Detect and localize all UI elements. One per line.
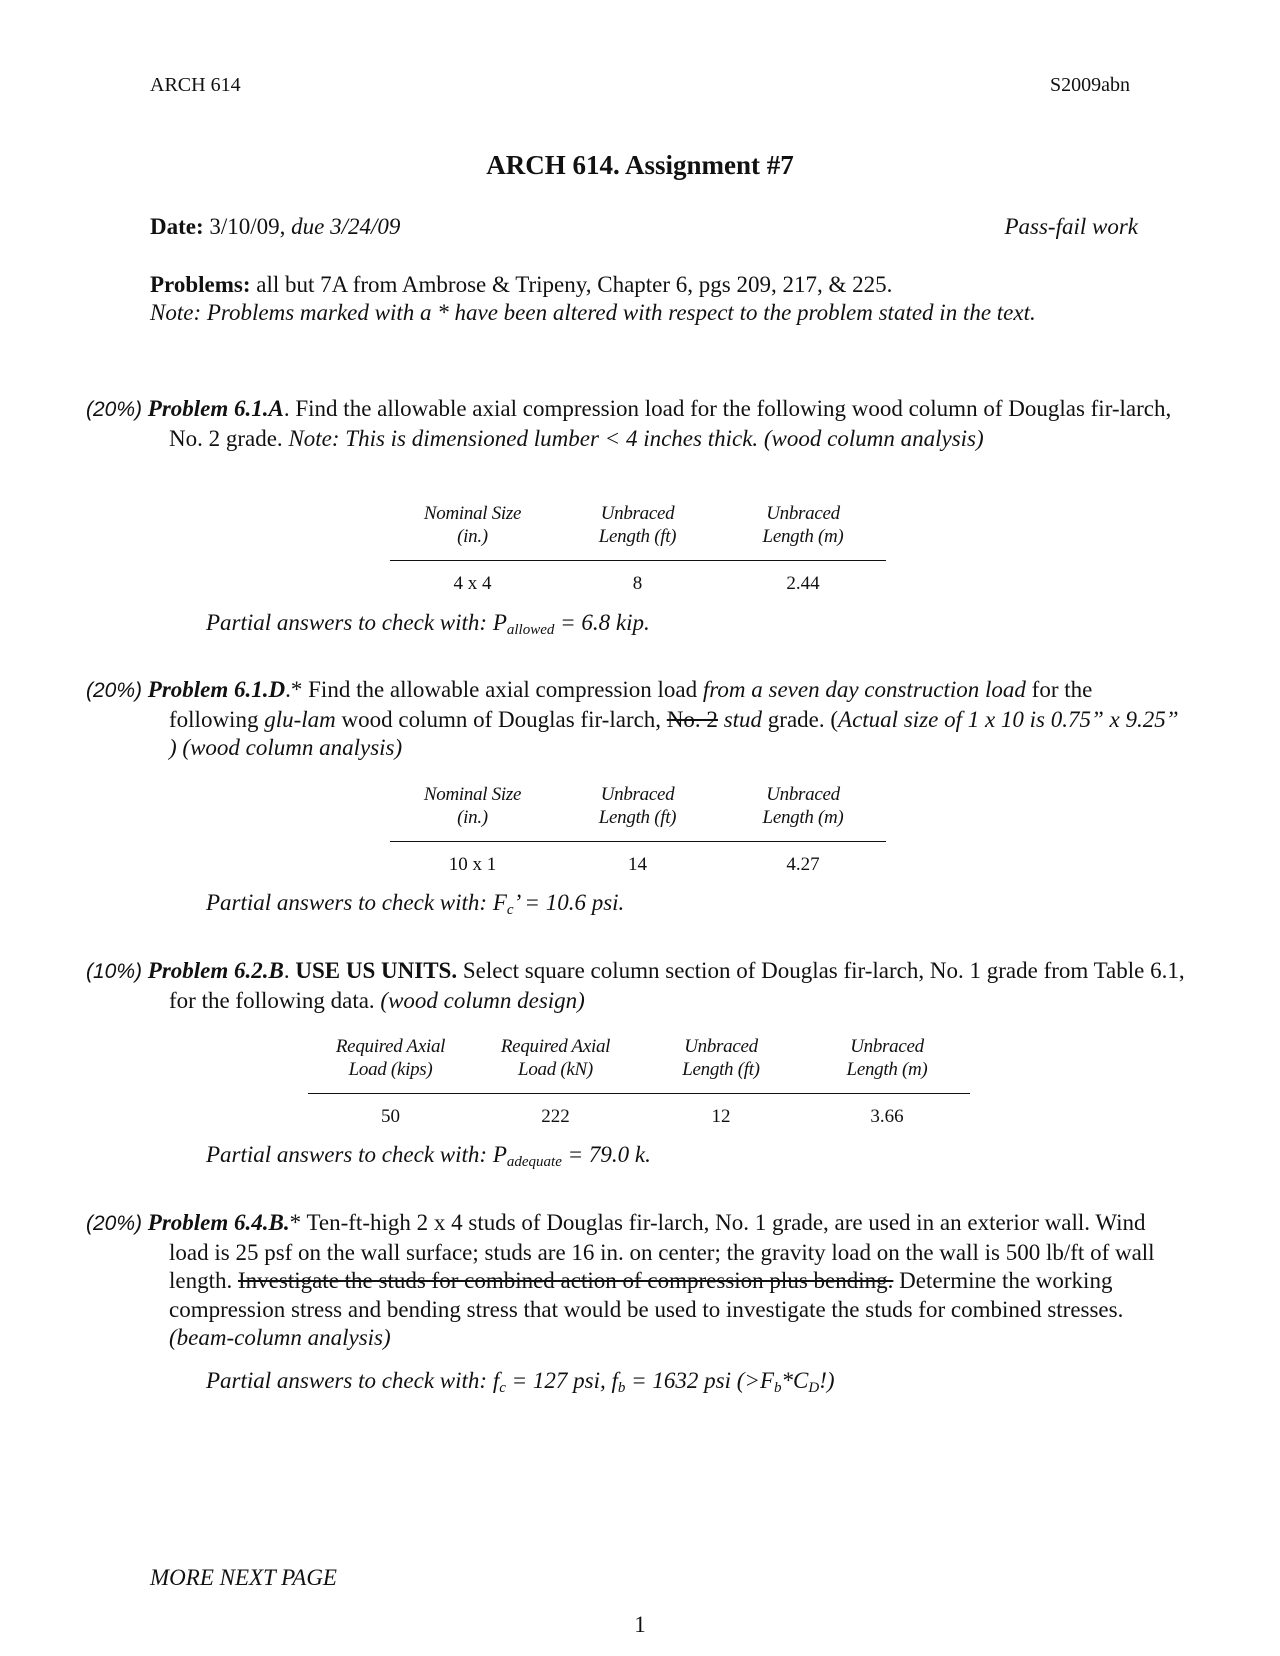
problem-6-1-d-table [390,783,886,877]
page-number: 1 [634,1612,646,1637]
table-row [390,561,886,597]
problem-weight: (10%) [86,960,143,983]
table-row [308,1094,970,1130]
problems-label: Problems: [150,272,251,297]
partial-answer: Partial answers to check with: $f_c = 127$ psi, $f_b = 1632$ psi $(>F_b*C_D!)$ [206,1368,835,1396]
problem-name: Problem 6.4.B. [147,1210,290,1235]
header-code: S2009abn [1050,74,1130,96]
note-line: Note: Problems marked with a * have been altered with respect to the problem stated in the text. [150,300,1036,325]
more-next-page: MORE NEXT PAGE [150,1565,337,1590]
problem-weight: (20%) [86,398,143,421]
problem-6-1-a-table [390,502,886,596]
table-cell: 222 [541,1106,570,1127]
table-cell: 12 [711,1106,731,1127]
table-cell: 14 [628,854,647,875]
due-date: due 3/24/09 [291,214,401,239]
problem-name: Problem 6.1.A [147,396,284,421]
page-title: ARCH 614. Assignment #7 [486,150,794,180]
problem-6-1-d: (20%) Problem 6.1.D.* Find the allowable axial compression load from a seven day construction load for the following glu-lam wood column of Douglas fir-larch, No. 2 stud grade. (Actual size of 1 x 10 is 0.75” x 9.25” ) (wood column analysis) [86,677,1179,760]
problem-6-2-b: (10%) Problem 6.2.B. USE US UNITS. Select square column section of Douglas fir-larch, No. 1 grade from Table 6.1, for the following data. (wood column design) [86,958,1185,1013]
struck-text: Investigate the studs for combined action of compression plus bending. [238,1268,894,1293]
table-cell: 10 x 1 [448,854,497,875]
table-row [390,842,886,878]
problem-weight: (20%) [86,679,143,702]
problems-line [150,270,892,299]
col-header: Nominal Size (in.) [423,784,522,828]
date-label: Date: [150,214,204,239]
col-header: Required Axial Load (kips) [335,1036,446,1080]
col-header: Unbraced Length (ft) [598,784,677,828]
col-header: Unbraced Length (m) [762,503,844,547]
table-cell: 4 x 4 [453,573,492,594]
problem-name: Problem 6.1.D [147,677,286,702]
date-value: 3/10/09, [209,214,286,239]
problem-6-4-b: (20%) Problem 6.4.B.* Ten-ft-high 2 x 4 studs of Douglas fir-larch, No. 1 grade, are used in an exterior wall. Wind load is 25 psf on the wall surface; studs are 16 in. on center; the gravity load on the wall is 500 lb/ft of wall length. Investigate the studs for combined action of compression plus bending. Determine the working compression stress and bending stress that would be used to investigate the studs for combined stresses. (beam-column analysis) [86,1210,1155,1350]
header-course: ARCH 614 [150,74,241,96]
problems-text: all but 7A from Ambrose & Tripeny, Chapter 6, pgs 209, 217, & 225. [256,272,893,297]
problem-text: . Find the allowable axial compression load for the following wood column of Douglas fir-larch, No. 2 grade. [169,396,1172,451]
problem-name: Problem 6.2.B [147,958,284,983]
us-units-emphasis: USE US UNITS. [295,958,458,983]
partial-answer: Partial answers to check with: $F_c$’ = 10.6 psi. [206,890,625,918]
table-header-row [308,1035,970,1094]
table-header-row [390,783,886,842]
table-cell: 50 [381,1106,400,1127]
col-header: Unbraced Length (ft) [598,503,677,547]
struck-text: No. 2 [666,706,718,732]
problem-6-1-a [86,395,1186,453]
table-header-row [390,502,886,561]
col-header: Unbraced Length (m) [762,784,844,828]
problem-6-2-b-table [308,1035,970,1129]
problem-note: Note: This is dimensioned lumber < 4 inches thick. (wood column analysis) [288,425,984,451]
col-header: Nominal Size (in.) [423,503,522,547]
col-header: Required Axial Load (kN) [500,1036,611,1080]
col-header: Unbraced Length (ft) [682,1036,760,1080]
table-cell: 4.27 [786,854,820,875]
partial-answer: Partial answers to check with: $P_{adequate} = 79.0$ k. [206,1142,651,1170]
pass-fail-label: Pass-fail work [1004,214,1138,239]
date-line [150,212,400,241]
partial-answer: Partial answers to check with: $P_{allowed} = 6.8$ kip. [206,610,650,638]
table-cell: 2.44 [786,573,820,594]
table-cell: 3.66 [870,1106,904,1127]
problem-weight: (20%) [86,1212,143,1235]
table-cell: 8 [632,573,643,594]
col-header: Unbraced Length (m) [846,1036,928,1080]
